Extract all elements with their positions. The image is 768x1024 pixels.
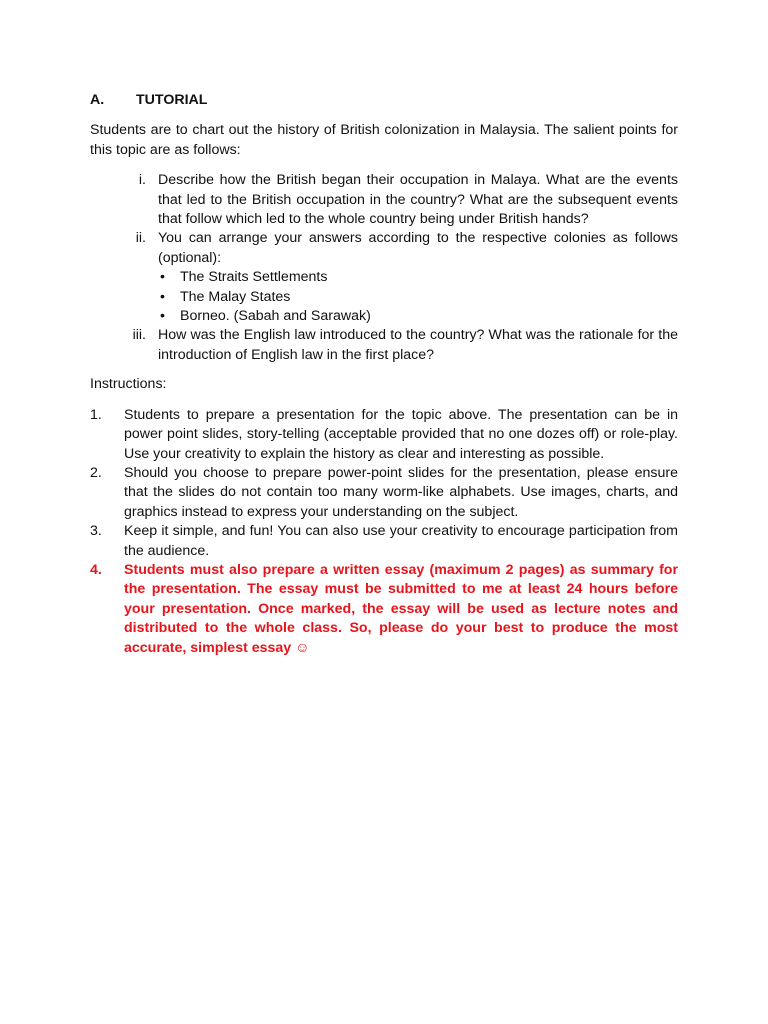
instruction-item: [90, 406, 678, 464]
section-heading: [90, 91, 678, 110]
point-marker: ii.: [135, 230, 146, 247]
point-text: How was the English law introduced to the country? What was the rationale for the introduction of English law in the first place?: [158, 327, 678, 363]
intro-paragraph: Students are to chart out the history of British colonization in Malaysia. The salient points for this topic are as follows:: [90, 122, 678, 158]
bullet-text: Borneo. (Sabah and Sarawak): [180, 308, 371, 325]
essay-instruction-text: Students must also prepare a written essay (maximum 2 pages) as summary for the presentation. The essay must be submitted to me at least 24 hours before your presentation. Once marked, the essay will be used as lecture notes and distributed to the whole class. So, please do your best to produce the most accurate, simplest essay ☺: [124, 561, 678, 656]
point-item: [90, 171, 678, 229]
section-number: A.: [90, 92, 105, 108]
point-text: You can arrange your answers according to the respective colonies as follows (optional):: [158, 230, 678, 266]
point-marker: iii.: [132, 327, 146, 344]
instruction-marker: 3.: [90, 523, 102, 540]
instruction-marker: 2.: [90, 464, 102, 481]
point-body: [158, 229, 678, 326]
bullet-text: The Malay States: [180, 288, 291, 305]
bullet-text: The Straits Settlements: [180, 269, 328, 286]
bullet-icon: •: [160, 308, 165, 325]
salient-points-list: [90, 171, 678, 365]
bullet-item: [158, 307, 678, 326]
point-text: Describe how the British began their occupation in Malaya. What are the events that led to the British occupation in the country? What are the subsequent events that follow which led to the whole country being under British hands?: [158, 172, 678, 228]
instructions-heading: Instructions:: [90, 376, 167, 393]
instruction-text: Keep it simple, and fun! You can also use your creativity to encourage participation from the audience.: [124, 523, 678, 559]
point-item: [90, 229, 678, 326]
bullet-icon: •: [160, 269, 165, 286]
section-title: TUTORIAL: [136, 92, 208, 108]
instruction-text: Should you choose to prepare power-point slides for the presentation, please ensure that the slides do not contain too many worm-like alphabets. Use images, charts, and graphics instead to express your understanding on the subject.: [124, 464, 678, 520]
instructions-list: [90, 406, 678, 658]
bullet-item: [158, 288, 678, 307]
instruction-item: [90, 464, 678, 522]
instruction-marker: 4.: [90, 561, 102, 578]
colony-bullet-list: [158, 268, 678, 326]
point-item: [90, 326, 678, 365]
bullet-icon: •: [160, 288, 165, 305]
essay-instruction-item: [90, 561, 678, 658]
instruction-item: [90, 522, 678, 561]
point-marker: i.: [138, 172, 146, 189]
instruction-text: Students to prepare a presentation for the topic above. The presentation can be in power point slides, story-telling (acceptable provided that no one dozes off) or role-play. Use your creativity to explain the history as clear and interesting as possible.: [124, 406, 678, 462]
instruction-marker: 1.: [90, 406, 102, 423]
bullet-item: [158, 268, 678, 287]
